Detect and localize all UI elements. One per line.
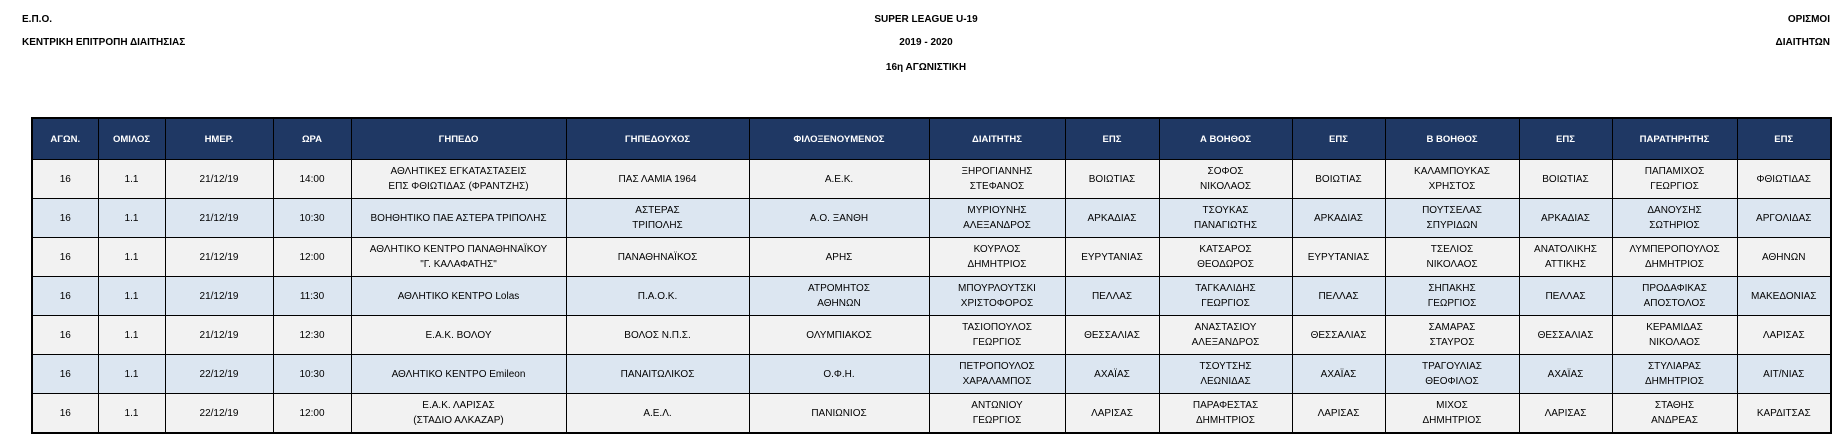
col-observer-cell: ΔΑΝΟΥΣΗΣ ΣΩΤΗΡΙΟΣ — [1612, 199, 1737, 238]
col-home-team-cell: Α.Ε.Λ. — [566, 394, 749, 434]
col-assistant-a-eps-cell: ΕΥΡΥΤΑΝΙΑΣ — [1292, 238, 1385, 277]
col-group-cell: 1.1 — [98, 394, 165, 434]
col-assistant-b-cell: ΜΙΧΟΣ ΔΗΜΗΤΡΙΟΣ — [1385, 394, 1519, 434]
col-group-cell: 1.1 — [98, 355, 165, 394]
season-title: 2019 - 2020 — [899, 37, 953, 48]
col-group-cell: 1.1 — [98, 277, 165, 316]
col-assistant-b-eps-cell: ΛΑΡΙΣΑΣ — [1519, 394, 1612, 434]
col-stadium-cell: ΒΟΗΘΗΤΙΚΟ ΠΑΕ ΑΣΤΕΡΑ ΤΡΙΠΟΛΗΣ — [351, 199, 566, 238]
col-home-team-cell: Π.Α.Ο.Κ. — [566, 277, 749, 316]
col-stadium-cell: ΑΘΛΗΤΙΚΟ ΚΕΝΤΡΟ Lolas — [351, 277, 566, 316]
col-observer-cell: ΛΥΜΠΕΡΟΠΟΥΛΟΣ ΔΗΜΗΤΡΙΟΣ — [1612, 238, 1737, 277]
col-assistant-b-cell: ΤΣΕΛΙΟΣ ΝΙΚΟΛΑΟΣ — [1385, 238, 1519, 277]
col-referee-eps-header: ΕΠΣ — [1065, 118, 1159, 160]
col-stadium-header: ΓΗΠΕΔΟ — [351, 118, 566, 160]
col-assistant-a-cell: ΠΑΡΑΦΕΣΤΑΣ ΔΗΜΗΤΡΙΟΣ — [1159, 394, 1292, 434]
col-observer-eps-cell: ΜΑΚΕΔΟΝΙΑΣ — [1737, 277, 1831, 316]
col-referee-cell: ΜΥΡΙΟΥΝΗΣ ΑΛΕΞΑΝΔΡΟΣ — [929, 199, 1065, 238]
col-home-team-cell: ΠΑΝΑΘΗΝΑΪΚΟΣ — [566, 238, 749, 277]
col-away-team-cell: ΑΤΡΟΜΗΤΟΣ ΑΘΗΝΩΝ — [749, 277, 929, 316]
col-referee-eps-cell: ΛΑΡΙΣΑΣ — [1065, 394, 1159, 434]
col-assistant-b-eps-cell: ΒΟΙΩΤΙΑΣ — [1519, 160, 1612, 199]
col-time-cell: 12:00 — [273, 238, 351, 277]
col-match-header: ΑΓΩΝ. — [32, 118, 98, 160]
col-stadium-cell: ΑΘΛΗΤΙΚΕΣ ΕΓΚΑΤΑΣΤΑΣΕΙΣ ΕΠΣ ΦΘΙΩΤΙΔΑΣ (ΦΡΑΝΤΖΗΣ) — [351, 160, 566, 199]
col-match-cell: 16 — [32, 199, 98, 238]
col-assistant-a-eps-cell: ΠΕΛΛΑΣ — [1292, 277, 1385, 316]
col-date-cell: 22/12/19 — [165, 394, 273, 434]
col-date-header: ΗΜΕΡ. — [165, 118, 273, 160]
col-referee-eps-cell: ΠΕΛΛΑΣ — [1065, 277, 1159, 316]
col-referee-eps-cell: ΘΕΣΣΑΛΙΑΣ — [1065, 316, 1159, 355]
col-home-team-header: ΓΗΠΕΔΟΥΧΟΣ — [566, 118, 749, 160]
col-observer-eps-cell: ΚΑΡΔΙΤΣΑΣ — [1737, 394, 1831, 434]
col-match-cell: 16 — [32, 355, 98, 394]
col-observer-eps-cell: ΑΡΓΟΛΙΔΑΣ — [1737, 199, 1831, 238]
col-away-team-cell: ΑΡΗΣ — [749, 238, 929, 277]
col-home-team-cell: ΠΑΝΑΙΤΩΛΙΚΟΣ — [566, 355, 749, 394]
col-assistant-b-eps-cell: ΑΧΑΪΑΣ — [1519, 355, 1612, 394]
referee-assignments-table — [31, 117, 1832, 434]
document-type-line2: ΔΙΑΙΤΗΤΩΝ — [1775, 37, 1830, 48]
col-assistant-b-header: Β ΒΟΗΘΟΣ — [1385, 118, 1519, 160]
col-observer-eps-cell: ΦΘΙΩΤΙΔΑΣ — [1737, 160, 1831, 199]
col-time-header: ΩΡΑ — [273, 118, 351, 160]
league-title: SUPER LEAGUE U-19 — [874, 14, 978, 25]
col-assistant-a-cell: ΣΟΦΟΣ ΝΙΚΟΛΑΟΣ — [1159, 160, 1292, 199]
col-stadium-cell: Ε.Α.Κ. ΛΑΡΙΣΑΣ (ΣΤΑΔΙΟ ΑΛΚΑΖΑΡ) — [351, 394, 566, 434]
col-observer-cell: ΣΤΑΘΗΣ ΑΝΔΡΕΑΣ — [1612, 394, 1737, 434]
table-row — [32, 355, 1831, 394]
col-observer-eps-header: ΕΠΣ — [1737, 118, 1831, 160]
committee-title: ΚΕΝΤΡΙΚΗ ΕΠΙΤΡΟΠΗ ΔΙΑΙΤΗΣΙΑΣ — [22, 37, 186, 48]
col-observer-eps-cell: ΑΘΗΝΩΝ — [1737, 238, 1831, 277]
col-assistant-a-cell: ΤΑΓΚΑΛΙΔΗΣ ΓΕΩΡΓΙΟΣ — [1159, 277, 1292, 316]
col-time-cell: 10:30 — [273, 199, 351, 238]
col-group-cell: 1.1 — [98, 316, 165, 355]
col-assistant-a-eps-cell: ΘΕΣΣΑΛΙΑΣ — [1292, 316, 1385, 355]
col-stadium-cell: Ε.Α.Κ. ΒΟΛΟΥ — [351, 316, 566, 355]
col-assistant-b-cell: ΤΡΑΓΟΥΛΙΑΣ ΘΕΟΦΙΛΟΣ — [1385, 355, 1519, 394]
col-referee-eps-cell: ΑΡΚΑΔΙΑΣ — [1065, 199, 1159, 238]
col-time-cell: 11:30 — [273, 277, 351, 316]
col-assistant-a-cell: ΤΣΟΥΤΣΗΣ ΛΕΩΝΙΔΑΣ — [1159, 355, 1292, 394]
col-time-cell: 14:00 — [273, 160, 351, 199]
table-row — [32, 199, 1831, 238]
col-referee-eps-cell: ΕΥΡΥΤΑΝΙΑΣ — [1065, 238, 1159, 277]
col-group-cell: 1.1 — [98, 160, 165, 199]
col-assistant-b-eps-cell: ΑΡΚΑΔΙΑΣ — [1519, 199, 1612, 238]
col-assistant-b-eps-cell: ΘΕΣΣΑΛΙΑΣ — [1519, 316, 1612, 355]
col-time-cell: 12:30 — [273, 316, 351, 355]
col-date-cell: 21/12/19 — [165, 277, 273, 316]
table-row — [32, 316, 1831, 355]
col-time-cell: 10:30 — [273, 355, 351, 394]
col-observer-eps-cell: ΑΙΤ/ΝΙΑΣ — [1737, 355, 1831, 394]
col-match-cell: 16 — [32, 394, 98, 434]
col-referee-cell: ΜΠΟΥΡΛΟΥΤΣΚΙ ΧΡΙΣΤΟΦΟΡΟΣ — [929, 277, 1065, 316]
col-assistant-a-cell: ΤΣΟΥΚΑΣ ΠΑΝΑΓΙΩΤΗΣ — [1159, 199, 1292, 238]
col-observer-cell: ΣΤΥΛΙΑΡΑΣ ΔΗΜΗΤΡΙΟΣ — [1612, 355, 1737, 394]
col-match-cell: 16 — [32, 160, 98, 199]
col-assistant-a-eps-cell: ΛΑΡΙΣΑΣ — [1292, 394, 1385, 434]
col-observer-header: ΠΑΡΑΤΗΡΗΤΗΣ — [1612, 118, 1737, 160]
col-referee-cell: ΠΕΤΡΟΠΟΥΛΟΣ ΧΑΡΑΛΑΜΠΟΣ — [929, 355, 1065, 394]
col-observer-eps-cell: ΛΑΡΙΣΑΣ — [1737, 316, 1831, 355]
col-referee-cell: ΚΟΥΡΛΟΣ ΔΗΜΗΤΡΙΟΣ — [929, 238, 1065, 277]
col-date-cell: 22/12/19 — [165, 355, 273, 394]
col-assistant-b-eps-header: ΕΠΣ — [1519, 118, 1612, 160]
col-assistant-b-eps-cell: ΑΝΑΤΟΛΙΚΗΣ ΑΤΤΙΚΗΣ — [1519, 238, 1612, 277]
col-assistant-a-eps-cell: ΒΟΙΩΤΙΑΣ — [1292, 160, 1385, 199]
col-assistant-b-cell: ΣΑΜΑΡΑΣ ΣΤΑΥΡΟΣ — [1385, 316, 1519, 355]
col-referee-header: ΔΙΑΙΤΗΤΗΣ — [929, 118, 1065, 160]
col-assistant-b-cell: ΠΟΥΤΣΕΛΑΣ ΣΠΥΡΙΔΩΝ — [1385, 199, 1519, 238]
col-assistant-a-eps-cell: ΑΧΑΪΑΣ — [1292, 355, 1385, 394]
col-stadium-cell: ΑΘΛΗΤΙΚΟ ΚΕΝΤΡΟ ΠΑΝΑΘΗΝΑΪΚΟΥ "Γ. ΚΑΛΑΦΑΤΗΣ" — [351, 238, 566, 277]
col-date-cell: 21/12/19 — [165, 199, 273, 238]
round-title: 16η ΑΓΩΝΙΣΤΙΚΗ — [885, 62, 967, 73]
col-assistant-b-eps-cell: ΠΕΛΛΑΣ — [1519, 277, 1612, 316]
col-away-team-header: ΦΙΛΟΞΕΝΟΥΜΕΝΟΣ — [749, 118, 929, 160]
col-assistant-a-cell: ΑΝΑΣΤΑΣΙΟΥ ΑΛΕΞΑΝΔΡΟΣ — [1159, 316, 1292, 355]
table-row — [32, 394, 1831, 434]
col-group-header: ΟΜΙΛΟΣ — [98, 118, 165, 160]
table-row — [32, 238, 1831, 277]
col-group-cell: 1.1 — [98, 199, 165, 238]
col-away-team-cell: Α.Ε.Κ. — [749, 160, 929, 199]
col-observer-cell: ΚΕΡΑΜΙΔΑΣ ΝΙΚΟΛΑΟΣ — [1612, 316, 1737, 355]
col-group-cell: 1.1 — [98, 238, 165, 277]
col-away-team-cell: ΟΛΥΜΠΙΑΚΟΣ — [749, 316, 929, 355]
org-title: Ε.Π.Ο. — [22, 14, 53, 25]
col-assistant-b-cell: ΣΗΠΑΚΗΣ ΓΕΩΡΓΙΟΣ — [1385, 277, 1519, 316]
col-observer-cell: ΠΑΠΑΜΙΧΟΣ ΓΕΩΡΓΙΟΣ — [1612, 160, 1737, 199]
table-row — [32, 277, 1831, 316]
col-date-cell: 21/12/19 — [165, 160, 273, 199]
col-assistant-a-eps-header: ΕΠΣ — [1292, 118, 1385, 160]
col-referee-cell: ΞΗΡΟΓΙΑΝΝΗΣ ΣΤΕΦΑΝΟΣ — [929, 160, 1065, 199]
col-assistant-a-header: Α ΒΟΗΘΟΣ — [1159, 118, 1292, 160]
table-body — [32, 160, 1831, 434]
col-assistant-a-eps-cell: ΑΡΚΑΔΙΑΣ — [1292, 199, 1385, 238]
col-away-team-cell: Α.Ο. ΞΑΝΘΗ — [749, 199, 929, 238]
col-referee-eps-cell: ΑΧΑΪΑΣ — [1065, 355, 1159, 394]
col-home-team-cell: ΠΑΣ ΛΑΜΙΑ 1964 — [566, 160, 749, 199]
col-referee-cell: ΤΑΣΙΟΠΟΥΛΟΣ ΓΕΩΡΓΙΟΣ — [929, 316, 1065, 355]
col-referee-eps-cell: ΒΟΙΩΤΙΑΣ — [1065, 160, 1159, 199]
col-home-team-cell: ΑΣΤΕΡΑΣ ΤΡΙΠΟΛΗΣ — [566, 199, 749, 238]
col-date-cell: 21/12/19 — [165, 238, 273, 277]
col-time-cell: 12:00 — [273, 394, 351, 434]
col-assistant-b-cell: ΚΑΛΑΜΠΟΥΚΑΣ ΧΡΗΣΤΟΣ — [1385, 160, 1519, 199]
document-type-line1: ΟΡΙΣΜΟΙ — [1787, 14, 1830, 25]
table-row — [32, 160, 1831, 199]
table-header-row — [32, 118, 1831, 160]
col-away-team-cell: Ο.Φ.Η. — [749, 355, 929, 394]
col-referee-cell: ΑΝΤΩΝΙΟΥ ΓΕΩΡΓΙΟΣ — [929, 394, 1065, 434]
col-home-team-cell: ΒΟΛΟΣ Ν.Π.Σ. — [566, 316, 749, 355]
col-observer-cell: ΠΡΟΔΑΦΙΚΑΣ ΑΠΟΣΤΟΛΟΣ — [1612, 277, 1737, 316]
col-away-team-cell: ΠΑΝΙΩΝΙΟΣ — [749, 394, 929, 434]
col-assistant-a-cell: ΚΑΤΣΑΡΟΣ ΘΕΟΔΩΡΟΣ — [1159, 238, 1292, 277]
col-match-cell: 16 — [32, 238, 98, 277]
col-stadium-cell: ΑΘΛΗΤΙΚΟ ΚΕΝΤΡΟ Emileon — [351, 355, 566, 394]
col-match-cell: 16 — [32, 316, 98, 355]
col-date-cell: 21/12/19 — [165, 316, 273, 355]
col-match-cell: 16 — [32, 277, 98, 316]
